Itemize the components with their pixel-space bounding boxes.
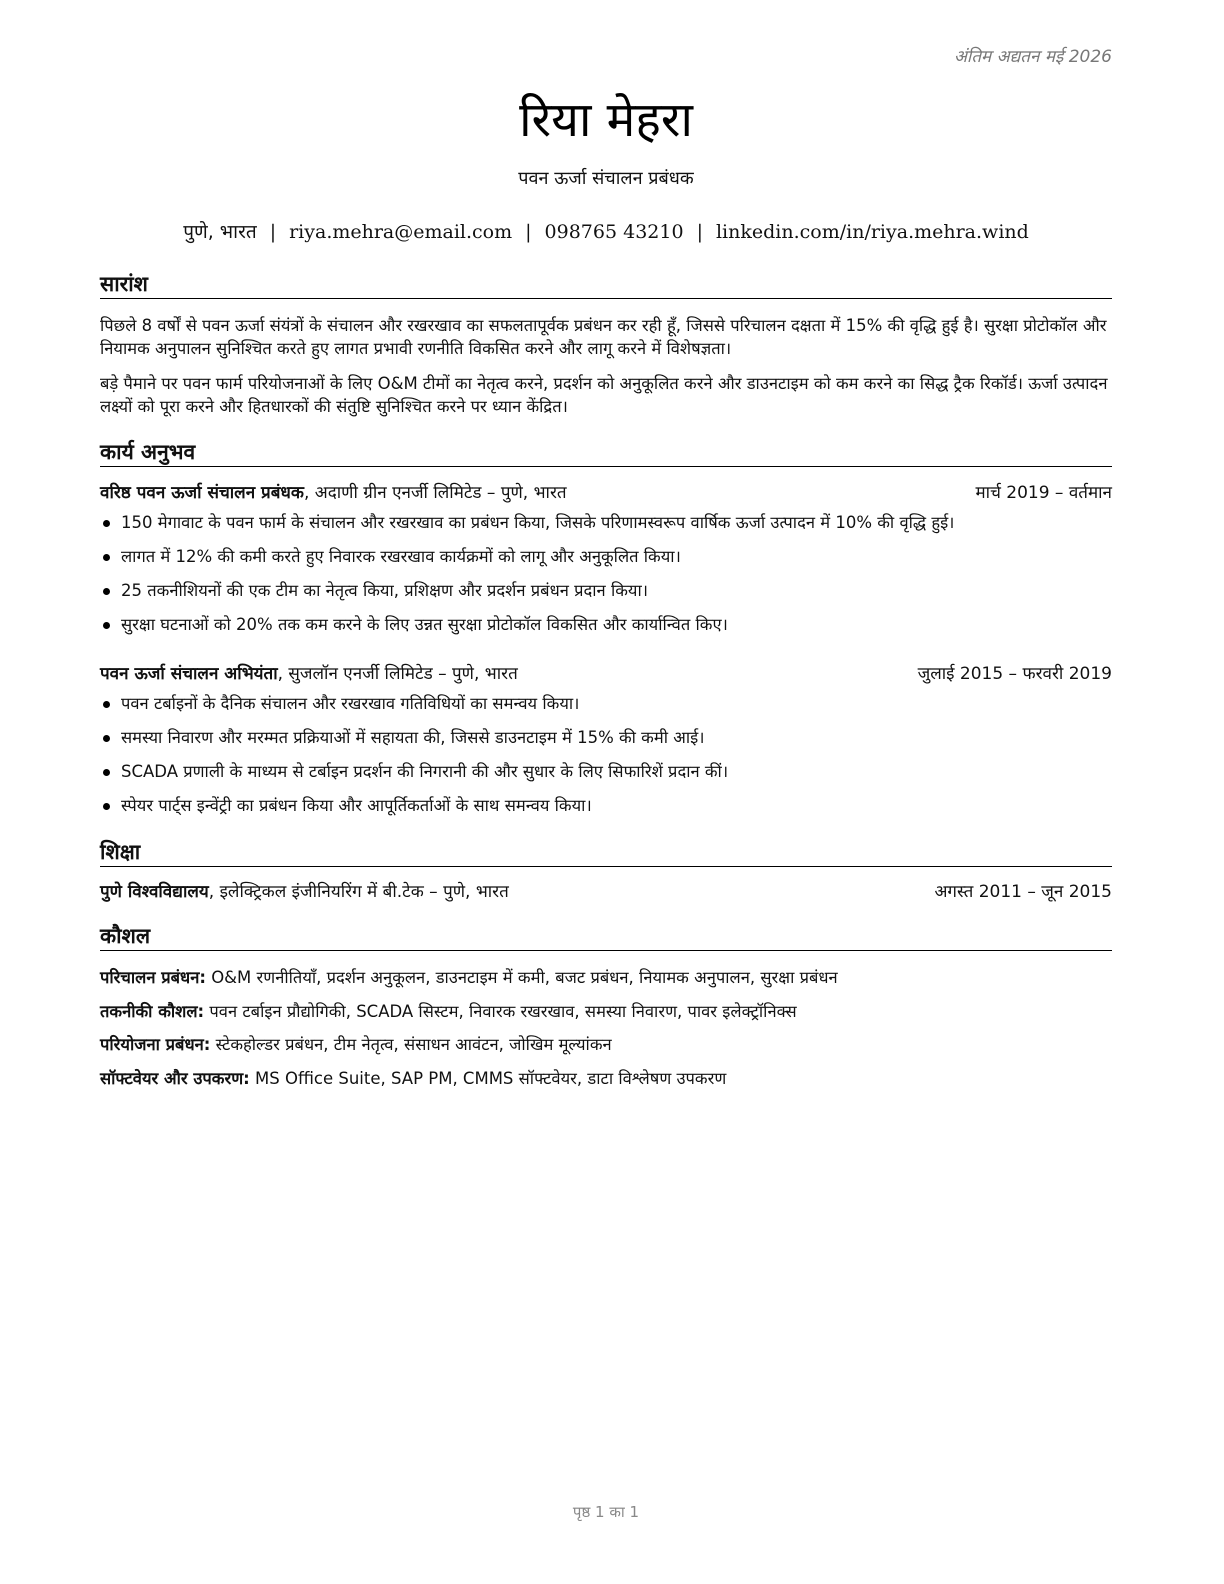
job-bullet: [100, 789, 1112, 823]
job-title: पवन ऊर्जा संचालन प्रबंधक: [518, 168, 694, 189]
job-bullet-text: लागत में 12% की कमी करते हुए निवारक रखरखाव कार्यक्रमों को लागू और अनुकूलित किया।: [121, 547, 681, 566]
skill-value: स्टेकहोल्डर प्रबंधन, टीम नेतृत्व, संसाधन आवंटन, जोखिम मूल्यांकन: [210, 1035, 612, 1054]
contact-phone: 098765 43210: [544, 221, 684, 243]
education-section: [100, 838, 1112, 905]
candidate-name: रिया मेहरा: [519, 92, 693, 148]
education-school: पुणे विश्वविद्यालय: [100, 882, 209, 902]
bullet-icon: [103, 520, 110, 527]
job-bullets: [100, 687, 1112, 823]
skill-value: O&M रणनीतियाँ, प्रदर्शन अनुकूलन, डाउनटाइम में कमी, बजट प्रबंधन, नियामक अनुपालन, सुरक्षा प्रबंधन: [205, 968, 838, 987]
contact-linkedin[interactable]: linkedin.com/in/riya.mehra.wind: [715, 221, 1029, 243]
section-heading-education: शिक्षा: [100, 838, 1112, 867]
job-entry: [100, 661, 1112, 823]
summary-section: [100, 270, 1112, 418]
skill-row: [100, 995, 1112, 1029]
skill-value: पवन टर्बाइन प्रौद्योगिकी, SCADA सिस्टम, निवारक रखरखाव, समस्या निवारण, पावर इलेक्ट्रॉनिक्स: [204, 1001, 797, 1021]
contact-location: पुणे, भारत: [183, 221, 257, 243]
education-school-degree: [100, 879, 509, 905]
job-bullet: [100, 506, 1112, 540]
bullet-icon: [103, 803, 110, 810]
contact-line: [100, 218, 1112, 244]
job-org: , सुजलॉन एनर्जी लिमिटेड – पुणे, भारत: [277, 664, 518, 684]
job-dates: मार्च 2019 – वर्तमान: [975, 483, 1112, 503]
job-bullet: [100, 574, 1112, 608]
skill-label: परियोजना प्रबंधन:: [100, 1035, 211, 1054]
skill-label: सॉफ्टवेयर और उपकरण:: [100, 1068, 250, 1088]
contact-separator: |: [269, 221, 277, 243]
job-header: [100, 480, 1112, 506]
job-role-org: [100, 480, 567, 506]
job-bullet-text: सुरक्षा घटनाओं को 20% तक कम करने के लिए उन्नत सुरक्षा प्रोटोकॉल विकसित और कार्यान्वित किए।: [121, 615, 728, 634]
job-dates: जुलाई 2015 – फरवरी 2019: [917, 664, 1112, 684]
bullet-icon: [103, 735, 110, 742]
section-heading-experience: कार्य अनुभव: [100, 438, 1112, 467]
job-role: पवन ऊर्जा संचालन अभियंता: [100, 664, 278, 684]
bullet-icon: [103, 554, 110, 561]
last-updated: अंतिम अद्यतन मई 2026: [953, 47, 1112, 67]
education-dates: अगस्त 2011 – जून 2015: [934, 882, 1112, 902]
bullet-icon: [103, 769, 110, 776]
job-bullet-text: पवन टर्बाइनों के दैनिक संचालन और रखरखाव गतिविधियों का समन्वय किया।: [121, 694, 580, 713]
skill-value: MS Office Suite, SAP PM, CMMS सॉफ्टवेयर, डाटा विश्लेषण उपकरण: [249, 1068, 727, 1088]
summary-paragraph: पिछले 8 वर्षों से पवन ऊर्जा संयंत्रों के संचालन और रखरखाव का सफलतापूर्वक प्रबंधन कर रही हूँ, जिससे परिचालन दक्षता में 15% की वृद्धि हुई है। सुरक्षा प्रोटोकॉल और नियामक अनुपालन सुनिश्चित करते हुए लागत प्रभावी रणनीति विकसित करने और लागू करने में विशेषज्ञता।: [100, 316, 1107, 358]
job-bullet-text: SCADA प्रणाली के माध्यम से टर्बाइन प्रदर्शन की निगरानी की और सुधार के लिए सिफारिशें प्रदान कीं।: [121, 762, 729, 781]
skill-row: [100, 961, 1112, 995]
section-heading-skills: कौशल: [100, 922, 1112, 951]
resume-page: [100, 0, 1112, 1584]
bullet-icon: [103, 622, 110, 629]
education-entry: [100, 879, 1112, 905]
job-bullet-text: स्पेयर पार्ट्स इन्वेंट्री का प्रबंधन किया और आपूर्तिकर्ताओं के साथ समन्वय किया।: [121, 796, 592, 815]
job-bullets: [100, 506, 1112, 642]
job-bullet: [100, 687, 1112, 721]
education-degree: , इलेक्ट्रिकल इंजीनियरिंग में बी.टेक – पुणे, भारत: [208, 882, 509, 902]
page-number: पृष्ठ 1 का 1: [572, 1503, 640, 1521]
job-bullet-text: 25 तकनीशियनों की एक टीम का नेतृत्व किया, प्रशिक्षण और प्रदर्शन प्रबंधन प्रदान किया।: [121, 581, 649, 600]
skill-label: तकनीकी कौशल:: [100, 1001, 205, 1021]
skills-section: [100, 922, 1112, 1095]
skill-row: [100, 1028, 1112, 1062]
skill-label: परिचालन प्रबंधन:: [100, 968, 206, 987]
experience-section: [100, 438, 1112, 823]
job-bullet: [100, 608, 1112, 642]
bullet-icon: [103, 701, 110, 708]
job-bullet-text: 150 मेगावाट के पवन फार्म के संचालन और रखरखाव का प्रबंधन किया, जिसके परिणामस्वरूप वार्षिक ऊर्जा उत्पादन में 10% की वृद्धि हुई।: [121, 513, 955, 532]
job-role-org: [100, 661, 518, 687]
contact-separator: |: [525, 221, 532, 243]
contact-separator: |: [696, 221, 703, 243]
job-bullet: [100, 721, 1112, 755]
skills-list: [100, 961, 1112, 1095]
job-role: वरिष्ठ पवन ऊर्जा संचालन प्रबंधक: [100, 483, 304, 503]
contact-email[interactable]: riya.mehra@email.com: [289, 221, 513, 243]
bullet-icon: [103, 588, 110, 595]
summary-paragraph: बड़े पैमाने पर पवन फार्म परियोजनाओं के लिए O&M टीमों का नेतृत्व करने, प्रदर्शन को अनुकूलित करने और डाउनटाइम को कम करने का सिद्ध ट्रैक रिकॉर्ड। ऊर्जा उत्पादन लक्ष्यों को पूरा करने और हितधारकों की संतुष्टि सुनिश्चित करने पर ध्यान केंद्रित।: [100, 374, 1108, 416]
job-entry: [100, 480, 1112, 642]
job-bullet: [100, 755, 1112, 789]
job-bullet-text: समस्या निवारण और मरम्मत प्रक्रियाओं में सहायता की, जिससे डाउनटाइम में 15% की कमी आई।: [121, 728, 705, 747]
section-heading-summary: सारांश: [100, 270, 1112, 299]
job-header: [100, 661, 1112, 687]
skill-row: [100, 1062, 1112, 1096]
job-bullet: [100, 540, 1112, 574]
job-org: , अदाणी ग्रीन एनर्जी लिमिटेड – पुणे, भारत: [303, 483, 567, 503]
